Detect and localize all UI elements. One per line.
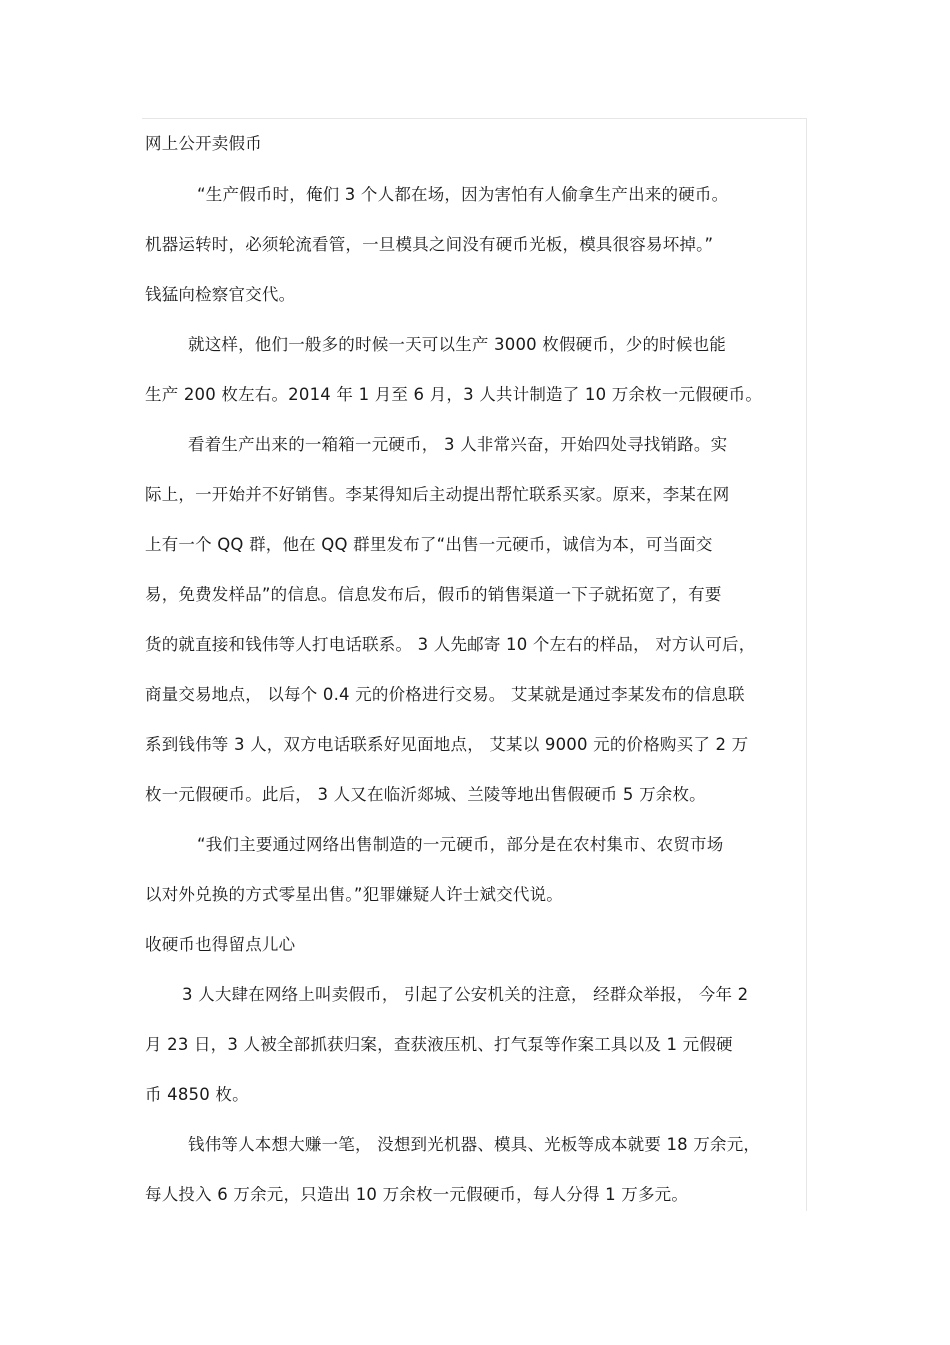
- paragraph-line: 系到钱伟等 3 人，双方电话联系好见面地点， 艾某以 9000 元的价格购买了 2 万: [145, 735, 749, 754]
- paragraph-line: 机器运转时，必须轮流看管，一旦模具之间没有硬币光板，模具很容易坏掉。”: [145, 235, 714, 254]
- paragraph-line: 以对外兑换的方式零星出售。”犯罪嫌疑人许士斌交代说。: [145, 885, 563, 904]
- paragraph-line: 枚一元假硬币。此后， 3 人又在临沂郯城、兰陵等地出售假硬币 5 万余枚。: [145, 785, 706, 804]
- paragraph-line: “我们主要通过网络出售制造的一元硬币，部分是在农村集市、农贸市场: [197, 835, 724, 854]
- paragraph-line: 际上，一开始并不好销售。李某得知后主动提出帮忙联系买家。原来，李某在网: [145, 485, 730, 504]
- paragraph-line: 商量交易地点， 以每个 0.4 元的价格进行交易。 艾某就是通过李某发布的信息联: [145, 685, 745, 704]
- paragraph-line: 就这样，他们一般多的时候一天可以生产 3000 枚假硬币，少的时候也能: [188, 335, 726, 354]
- paragraph-line: 钱伟等人本想大赚一笔， 没想到光机器、模具、光板等成本就要 18 万余元，: [188, 1135, 761, 1154]
- paragraph-line: 看着生产出来的一箱箱一元硬币， 3 人非常兴奋，开始四处寻找销路。实: [188, 435, 728, 454]
- paragraph-line: 币 4850 枚。: [145, 1085, 249, 1104]
- paragraph-line: 上有一个 QQ 群，他在 QQ 群里发布了“出售一元硬币，诚信为本，可当面交: [145, 535, 713, 554]
- paragraph-line: 每人投入 6 万余元，只造出 10 万余枚一元假硬币，每人分得 1 万多元。: [145, 1185, 689, 1204]
- paragraph-line: “生产假币时，俺们 3 个人都在场，因为害怕有人偷拿生产出来的硬币。: [197, 185, 729, 204]
- paragraph-line: 钱猛向检察官交代。: [145, 285, 296, 304]
- section-heading: 网上公开卖假币: [145, 134, 262, 153]
- section-heading: 收硬币也得留点儿心: [145, 935, 296, 954]
- paragraph-line: 货的就直接和钱伟等人打电话联系。 3 人先邮寄 10 个左右的样品， 对方认可后，: [145, 635, 756, 654]
- paragraph-line: 易，免费发样品”的信息。信息发布后，假币的销售渠道一下子就拓宽了，有要: [145, 585, 722, 604]
- paragraph-line: 3 人大肆在网络上叫卖假币， 引起了公安机关的注意， 经群众举报， 今年 2: [182, 985, 749, 1004]
- paragraph-line: 生产 200 枚左右。2014 年 1 月至 6 月，3 人共计制造了 10 万余枚一元假硬币。: [145, 385, 763, 404]
- paragraph-line: 月 23 日，3 人被全部抓获归案，查获液压机、打气泵等作案工具以及 1 元假硬: [145, 1035, 733, 1054]
